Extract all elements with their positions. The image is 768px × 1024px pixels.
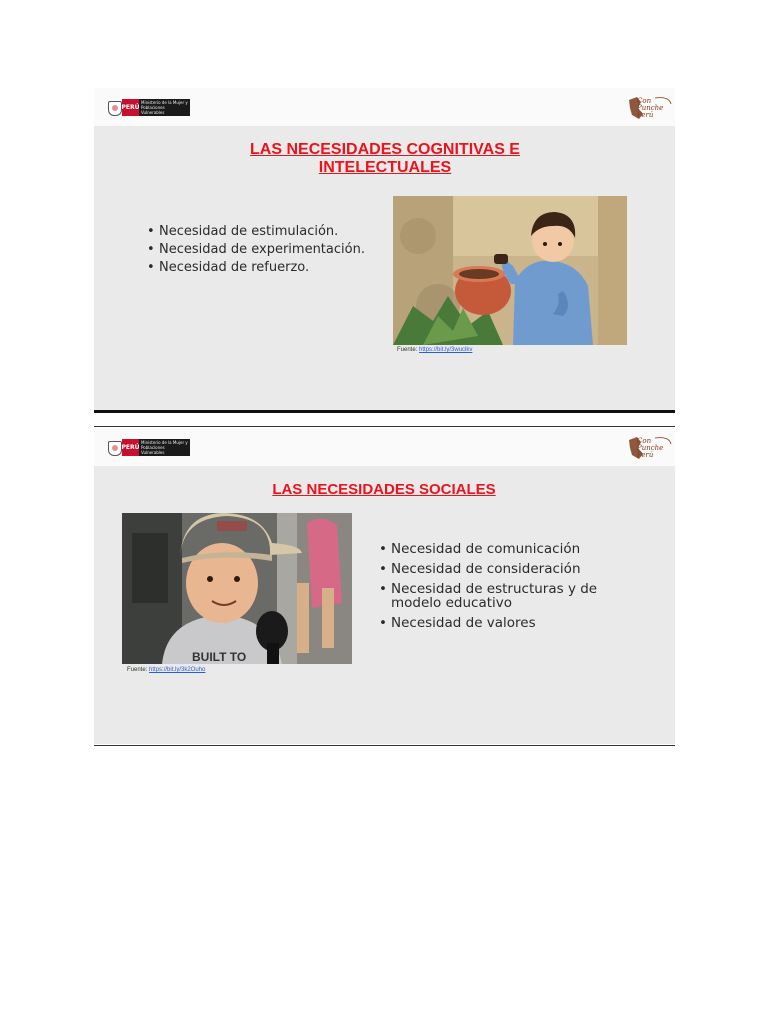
need-item: • Necesidad de estimulación. bbox=[145, 225, 365, 239]
needs-list bbox=[145, 225, 365, 279]
peru-label: PERÚ bbox=[122, 439, 139, 456]
need-item: • Necesidad de refuerzo. bbox=[145, 261, 365, 275]
source-label: Fuente: bbox=[127, 667, 148, 673]
slide-header bbox=[94, 428, 675, 466]
ministry-name: Ministerio de la Mujer y Poblaciones Vulnerables bbox=[141, 100, 188, 115]
source-label: Fuente: bbox=[397, 347, 418, 353]
svg-text:BUILT TO: BUILT TO bbox=[192, 650, 247, 664]
ministry-logo bbox=[122, 99, 190, 116]
slide-divider bbox=[94, 410, 675, 413]
image-source bbox=[397, 347, 472, 353]
source-link[interactable]: https://bit.ly/3wuclkv bbox=[419, 347, 473, 353]
need-item: • Necesidad de experimentación. bbox=[145, 243, 365, 257]
brand-name: Con Punche Perú bbox=[637, 97, 664, 119]
slide-header bbox=[94, 88, 675, 126]
needs-list bbox=[377, 542, 637, 636]
toddler-photo bbox=[393, 196, 627, 345]
divider-line bbox=[94, 426, 675, 427]
peru-emblem-icon bbox=[108, 441, 122, 456]
divider-line bbox=[94, 745, 675, 746]
con-punche-peru-logo bbox=[625, 434, 673, 462]
con-punche-peru-logo bbox=[625, 94, 673, 122]
ministry-name: Ministerio de la Mujer y Poblaciones Vulnerables bbox=[141, 440, 188, 455]
slide-title: LAS NECESIDADES SOCIALES bbox=[272, 481, 496, 498]
slide-social-needs bbox=[94, 428, 675, 744]
boy-with-cap-photo bbox=[122, 513, 352, 664]
peru-emblem-icon bbox=[108, 101, 122, 116]
image-source bbox=[127, 667, 205, 673]
need-item: • Necesidad de consideración bbox=[377, 562, 637, 576]
brand-name: Con Punche Perú bbox=[637, 437, 664, 459]
slide-cognitive-needs bbox=[94, 88, 675, 410]
source-link[interactable]: https://bit.ly/3k2Ouho bbox=[149, 667, 206, 673]
need-item: • Necesidad de valores bbox=[377, 616, 637, 630]
slide-title: LAS NECESIDADES COGNITIVAS E INTELECTUALES bbox=[250, 141, 520, 176]
need-item: • Necesidad de comunicación bbox=[377, 542, 637, 556]
peru-label: PERÚ bbox=[122, 99, 139, 116]
ministry-logo bbox=[122, 439, 190, 456]
need-item: • Necesidad de estructuras y de modelo educativo bbox=[377, 582, 637, 610]
